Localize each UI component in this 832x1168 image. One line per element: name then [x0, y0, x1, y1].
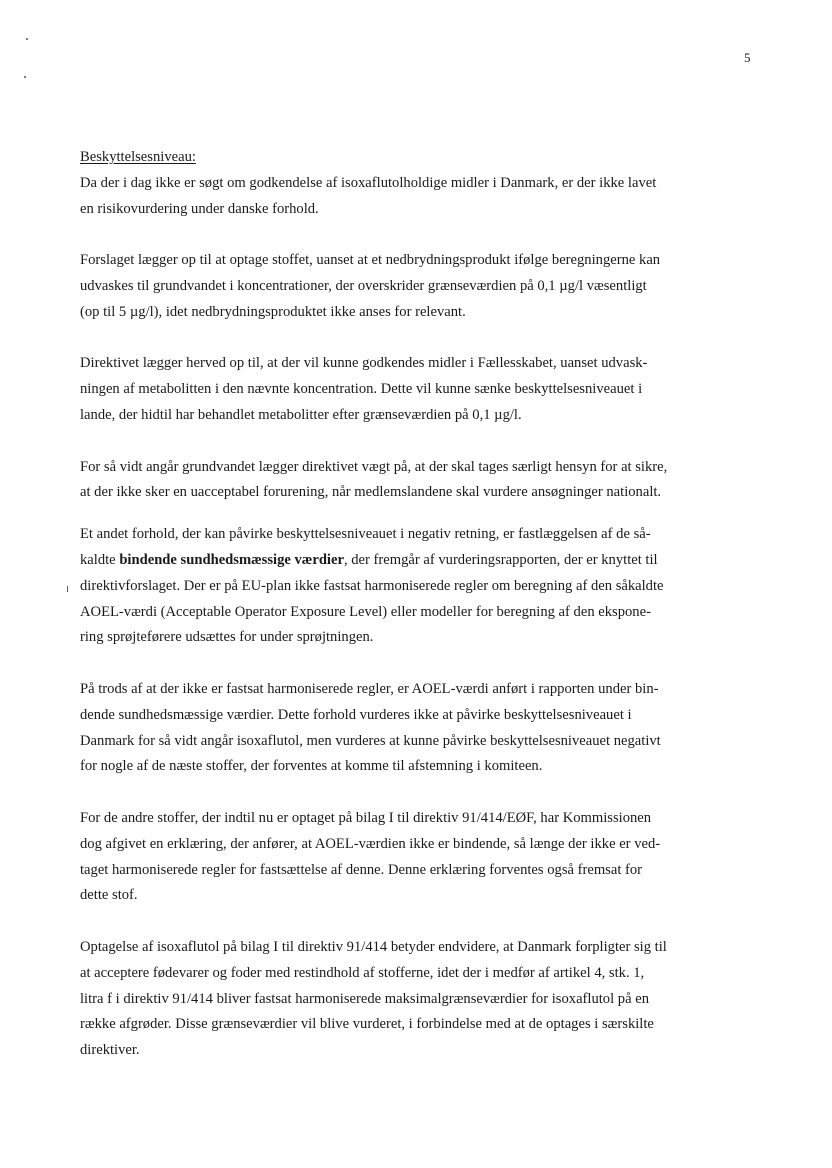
scan-speck [24, 76, 26, 78]
text-line: Danmark for så vidt angår isoxaflutol, men vurderes at kunne påvirke beskyttelsesniveauet negativt [80, 732, 661, 749]
paragraph-1 [80, 171, 756, 223]
text-line: for nogle af de næste stoffer, der forventes at komme til afstemning i komiteen. [80, 758, 543, 775]
text-line: AOEL-værdi (Acceptable Operator Exposure Level) eller modeller for beregning af den ekspone- [80, 603, 651, 620]
paragraph-7 [80, 806, 756, 909]
text-line: lande, der hidtil har behandlet metabolitter efter grænseværdien på 0,1 µg/l. [80, 406, 522, 423]
text-line: dog afgivet en erklæring, der anfører, at AOEL-værdien ikke er bindende, så længe der ikke er ved- [80, 835, 661, 852]
bold-term: bindende sundhedsmæssige værdier [119, 551, 344, 568]
text-run: kaldte [80, 551, 120, 568]
text-line: Et andet forhold, der kan påvirke beskyttelsesniveauet i negativ retning, er fastlæggelsen af de så- [80, 526, 651, 543]
paragraph-3 [80, 351, 756, 428]
paragraph-2 [80, 248, 756, 325]
paragraph-6 [80, 677, 756, 780]
section-heading: Beskyttelsesniveau: [80, 149, 196, 165]
text-line: litra f i direktiv 91/414 bliver fastsat harmoniserede maksimalgrænseværdier for isoxaflutol på en [80, 990, 650, 1007]
scan-speck [26, 38, 28, 40]
text-line: række afgrøder. Disse grænseværdier vil blive vurderet, i forbindelse med at de optages i særskilte [80, 1016, 654, 1033]
text-line [80, 548, 756, 574]
text-line: Optagelse af isoxaflutol på bilag I til direktiv 91/414 betyder endvidere, at Danmark forpligter sig til [80, 938, 667, 955]
text-line: For så vidt angår grundvandet lægger direktivet vægt på, at der skal tages særligt hensyn for at sikre, [80, 458, 668, 475]
paragraph-8 [80, 935, 756, 1064]
paragraph-5 [80, 522, 756, 651]
paragraph-4 [80, 455, 756, 507]
text-line: Forslaget lægger op til at optage stoffet, uanset at et nedbrydningsprodukt ifølge beregningerne kan [80, 252, 661, 269]
text-line: Da der i dag ikke er søgt om godkendelse af isoxaflutolholdige midler i Danmark, er der ikke lavet [80, 174, 657, 191]
text-line: at acceptere fødevarer og foder med restindhold af stofferne, idet der i medfør af artikel 4, stk. 1, [80, 964, 645, 981]
text-line: taget harmoniserede regler for fastsættelse af denne. Denne erklæring forventes også fremsat for [80, 861, 643, 878]
text-line: dette stof. [80, 887, 138, 904]
text-line: dende sundhedsmæssige værdier. Dette forhold vurderes ikke at påvirke beskyttelsesniveauet i [80, 706, 632, 723]
text-line: direktiver. [80, 1042, 140, 1059]
text-line: direktivforslaget. Der er på EU-plan ikke fastsat harmoniserede regler om beregning af den såkaldte [80, 577, 664, 594]
text-line: (op til 5 µg/l), idet nedbrydningsproduktet ikke anses for relevant. [80, 303, 466, 320]
document-body [80, 145, 756, 1090]
text-line: ring sprøjteførere udsættes for under sprøjtningen. [80, 629, 374, 646]
text-line: Direktivet lægger herved op til, at der vil kunne godkendes midler i Fællesskabet, uanset udvask- [80, 355, 648, 372]
text-line: For de andre stoffer, der indtil nu er optaget på bilag I til direktiv 91/414/EØF, har Kommissionen [80, 809, 652, 826]
text-line: en risikovurdering under danske forhold. [80, 200, 319, 217]
scan-speck [67, 586, 68, 592]
text-line: På trods af at der ikke er fastsat harmoniserede regler, er AOEL-værdi anført i rapporten under bin- [80, 680, 659, 697]
page-number: 5 [744, 50, 751, 65]
text-line: udvaskes til grundvandet i koncentrationer, der overskrider grænseværdien på 0,1 µg/l væsentligt [80, 277, 647, 294]
text-line: at der ikke sker en uacceptabel forurening, når medlemslandene skal vurdere ansøgninger nationalt. [80, 484, 662, 501]
text-line: ningen af metabolitten i den nævnte koncentration. Dette vil kunne sænke beskyttelsesniveauet i [80, 381, 643, 398]
text-run: , der fremgår af vurderingsrapporten, der er knyttet til [343, 551, 658, 568]
